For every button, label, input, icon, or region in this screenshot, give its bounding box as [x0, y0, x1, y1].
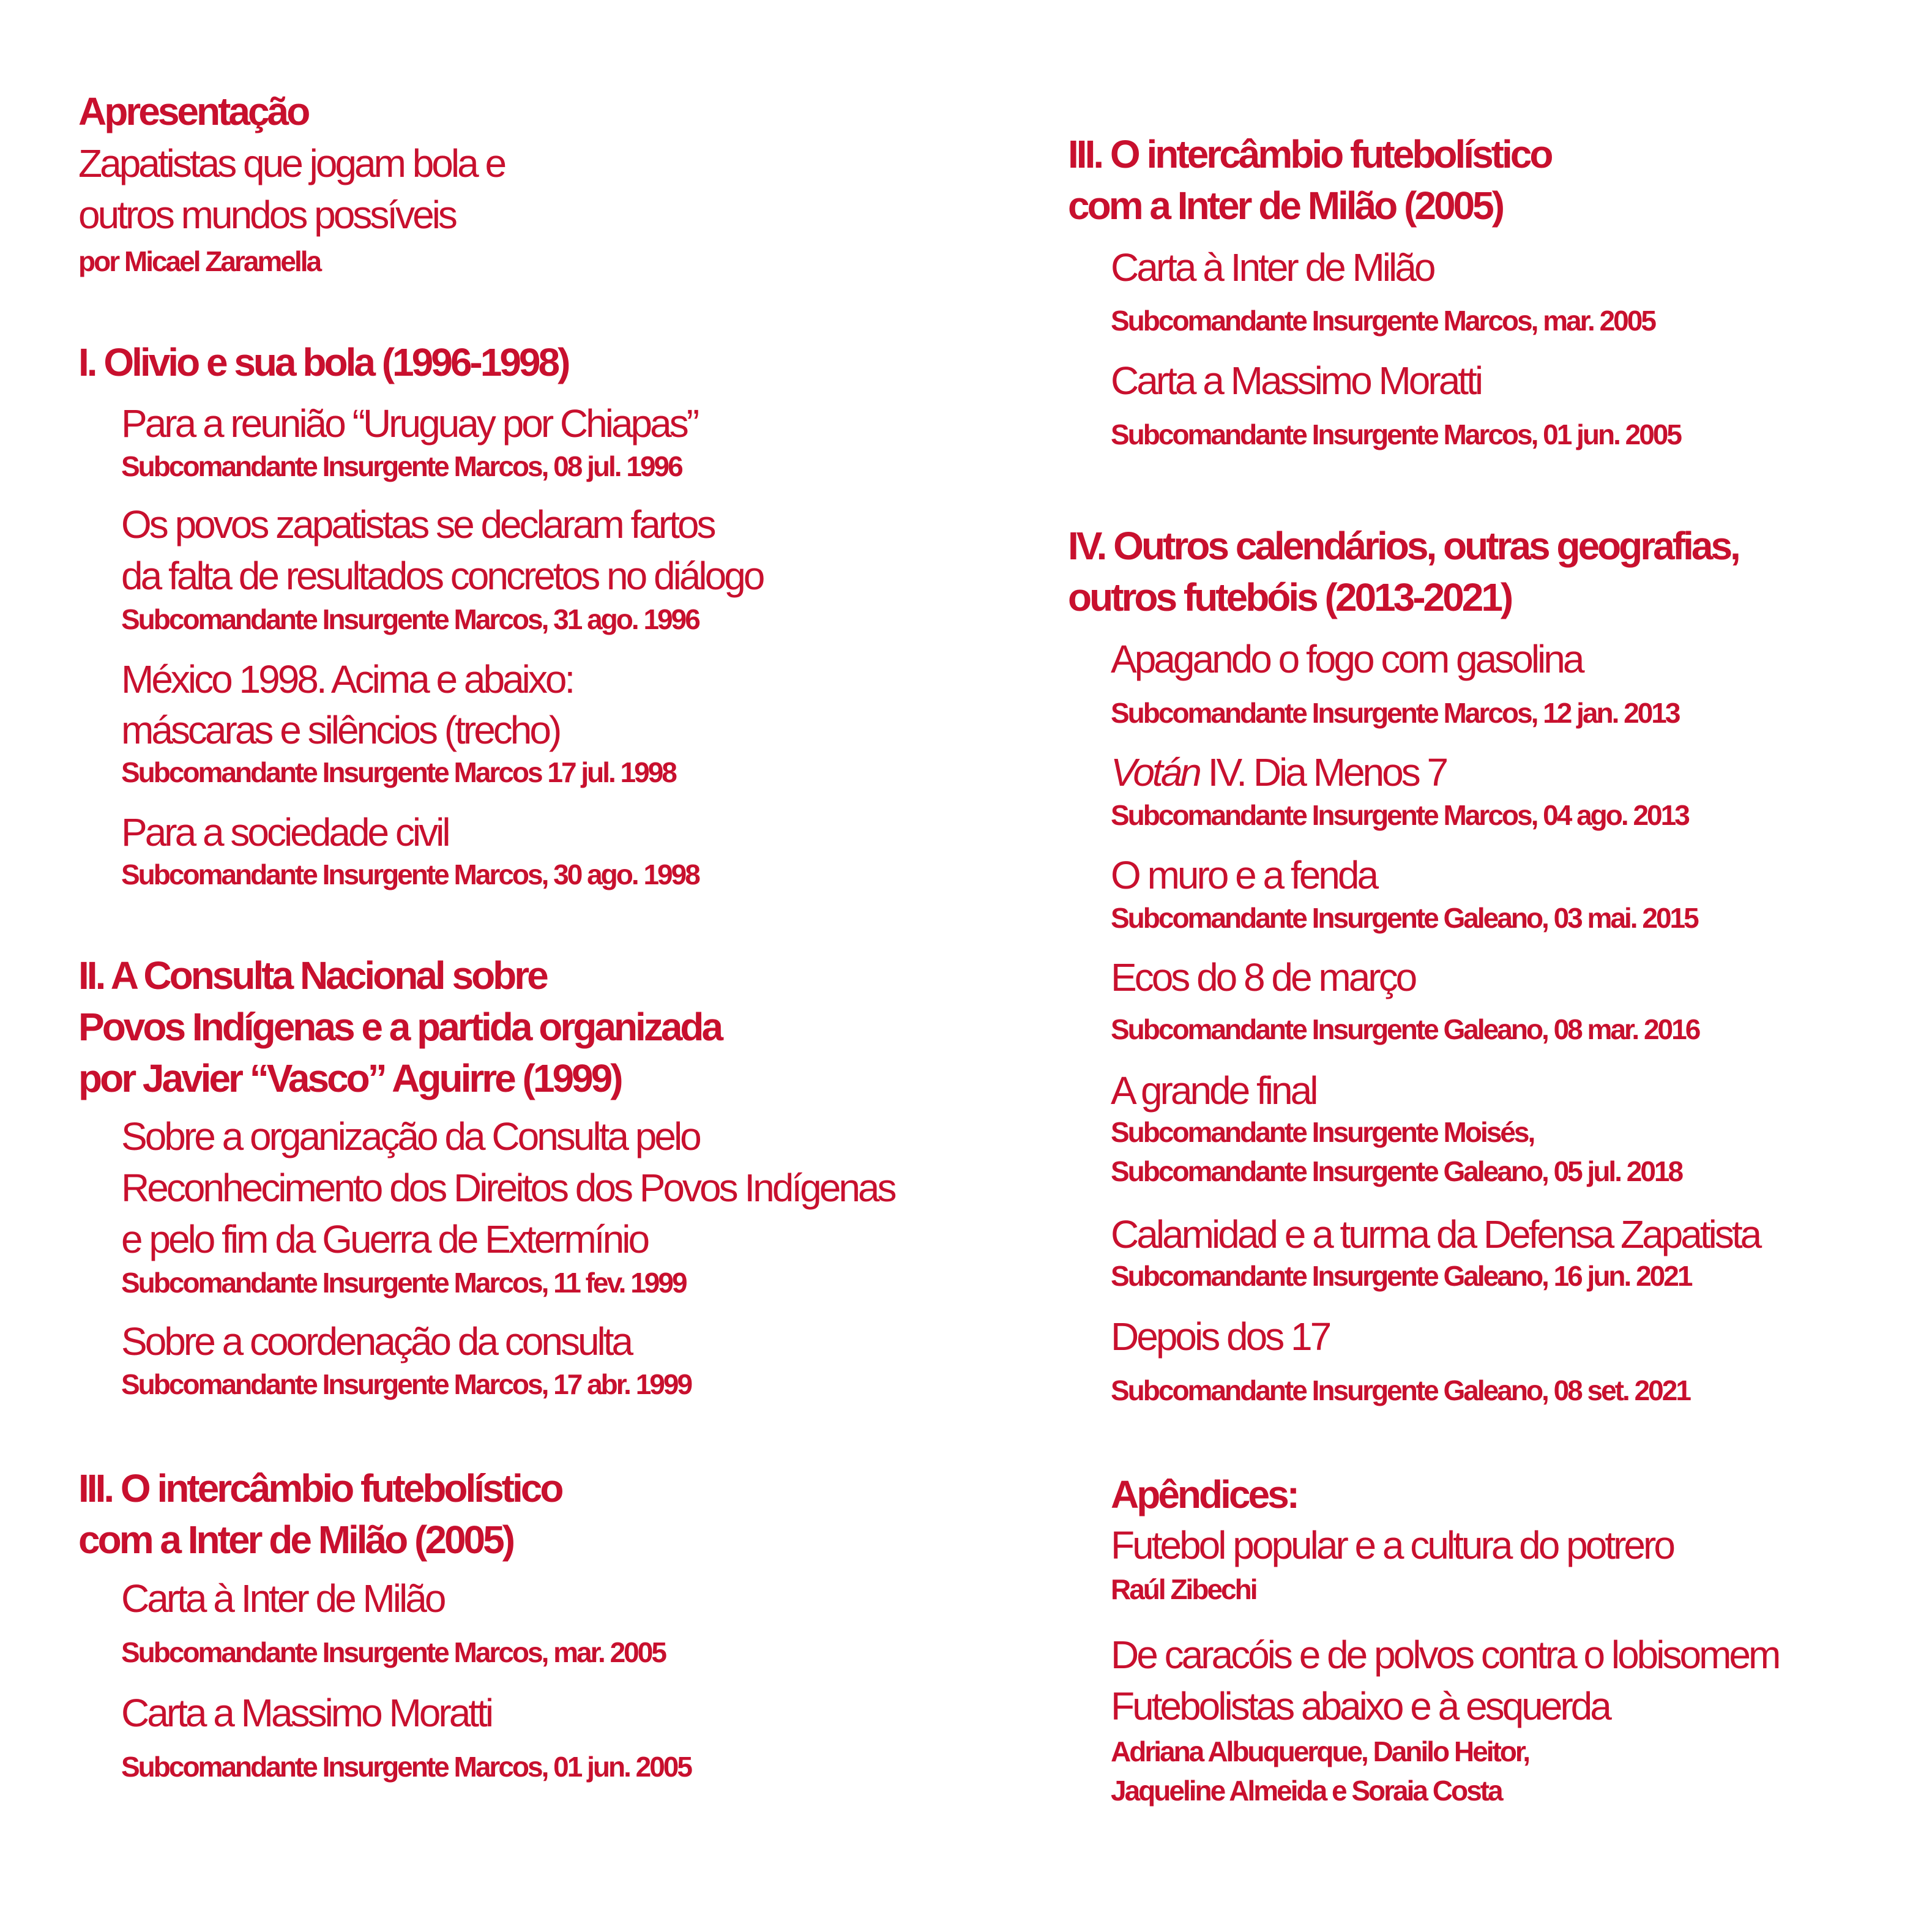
entry-author: Raúl Zibechi [1111, 1573, 1256, 1605]
entry-title: O muro e a fenda [1111, 853, 1377, 897]
entry-title: Ecos do 8 de março [1111, 955, 1415, 999]
entry-title: Os povos zapatistas se declaram fartos [121, 502, 714, 546]
entry-author: Subcomandante Insurgente Marcos, 04 ago. 2013 [1111, 799, 1688, 831]
section-heading: outros futebóis (2013-2021) [1068, 575, 1512, 619]
entry-title: máscaras e silêncios (trecho) [121, 708, 560, 752]
entry-author: por Micael Zaramella [78, 245, 321, 277]
entry-title: Para a reunião “Uruguay por Chiapas” [121, 401, 698, 446]
entry-title: México 1998. Acima e abaixo: [121, 657, 573, 701]
section-heading: III. O intercâmbio futebolístico [1068, 132, 1551, 176]
entry-title: outros mundos possíveis [78, 193, 455, 237]
entry-title: Para a sociedade civil [121, 810, 449, 854]
entry-title: Futebol popular e a cultura do potrero [1111, 1523, 1673, 1567]
section-heading: Apresentação [78, 89, 308, 133]
section-heading: com a Inter de Milão (2005) [1068, 184, 1503, 228]
entry-title: Sobre a coordenação da consulta [121, 1319, 632, 1363]
entry-author: Subcomandante Insurgente Marcos, 08 jul. 1996 [121, 450, 682, 482]
section-heading: IV. Outros calendários, outras geografias, [1068, 524, 1739, 568]
entry-author: Subcomandante Insurgente Marcos, mar. 2005 [121, 1636, 665, 1668]
entry-author: Subcomandante Insurgente Galeano, 08 mar. 2016 [1111, 1013, 1699, 1045]
section-heading: I. Olivio e sua bola (1996-1998) [78, 340, 569, 384]
entry-author: Subcomandante Insurgente Marcos, 17 abr. 1999 [121, 1368, 692, 1400]
section-heading: Povos Indígenas e a partida organizada [78, 1005, 722, 1049]
entry-author: Subcomandante Insurgente Moisés, [1111, 1116, 1534, 1148]
entry-title: A grande final [1111, 1069, 1316, 1113]
section-heading: por Javier “Vasco” Aguirre (1999) [78, 1056, 621, 1100]
entry-title: e pelo fim da Guerra de Extermínio [121, 1217, 648, 1261]
entry-title [1111, 747, 1446, 798]
entry-title: Sobre a organização da Consulta pelo [121, 1114, 699, 1158]
entry-author: Subcomandante Insurgente Marcos, 01 jun. 2005 [1111, 419, 1680, 450]
entry-author: Subcomandante Insurgente Marcos, 01 jun. 2005 [121, 1751, 691, 1783]
entry-author: Subcomandante Insurgente Galeano, 08 set. 2021 [1111, 1374, 1690, 1406]
section-heading: com a Inter de Milão (2005) [78, 1518, 513, 1562]
entry-author: Adriana Albuquerque, Danilo Heitor, [1111, 1736, 1529, 1767]
entry-author: Subcomandante Insurgente Marcos 17 jul. 1998 [121, 756, 676, 788]
entry-author: Subcomandante Insurgente Marcos, 12 jan. 2013 [1111, 697, 1679, 729]
entry-title: Carta à Inter de Milão [1111, 245, 1434, 289]
entry-author: Subcomandante Insurgente Marcos, mar. 2005 [1111, 305, 1655, 337]
entry-author: Subcomandante Insurgente Galeano, 03 mai. 2015 [1111, 902, 1698, 934]
entry-author: Subcomandante Insurgente Marcos, 11 fev. 1999 [121, 1267, 686, 1299]
entry-title: Futebolistas abaixo e à esquerda [1111, 1684, 1609, 1728]
section-heading: II. A Consulta Nacional sobre [78, 953, 546, 998]
entry-title: De caracóis e de polvos contra o lobisomem [1111, 1633, 1779, 1677]
entry-author: Subcomandante Insurgente Galeano, 16 jun. 2021 [1111, 1260, 1691, 1292]
entry-title: Depois dos 17 [1111, 1315, 1330, 1359]
entry-title: Carta à Inter de Milão [121, 1576, 444, 1621]
section-heading: Apêndices: [1111, 1472, 1297, 1516]
entry-title: da falta de resultados concretos no diálogo [121, 554, 763, 598]
entry-title: Carta a Massimo Moratti [121, 1691, 492, 1735]
entry-title: Apagando o fogo com gasolina [1111, 637, 1583, 681]
entry-author: Subcomandante Insurgente Marcos, 31 ago. 1996 [121, 603, 699, 635]
entry-title-rest: IV. Dia Menos 7 [1199, 750, 1447, 794]
section-heading: III. O intercâmbio futebolístico [78, 1466, 562, 1510]
entry-title: Calamidad e a turma da Defensa Zapatista [1111, 1212, 1760, 1256]
entry-title: Zapatistas que jogam bola e [78, 141, 505, 185]
entry-author: Subcomandante Insurgente Marcos, 30 ago. 1998 [121, 859, 699, 890]
entry-title-italic: Votán [1111, 750, 1199, 794]
entry-author: Subcomandante Insurgente Galeano, 05 jul. 2018 [1111, 1155, 1682, 1187]
entry-title: Carta a Massimo Moratti [1111, 359, 1482, 403]
entry-title: Reconhecimento dos Direitos dos Povos Indígenas [121, 1166, 895, 1210]
entry-author: Jaqueline Almeida e Soraia Costa [1111, 1775, 1502, 1807]
